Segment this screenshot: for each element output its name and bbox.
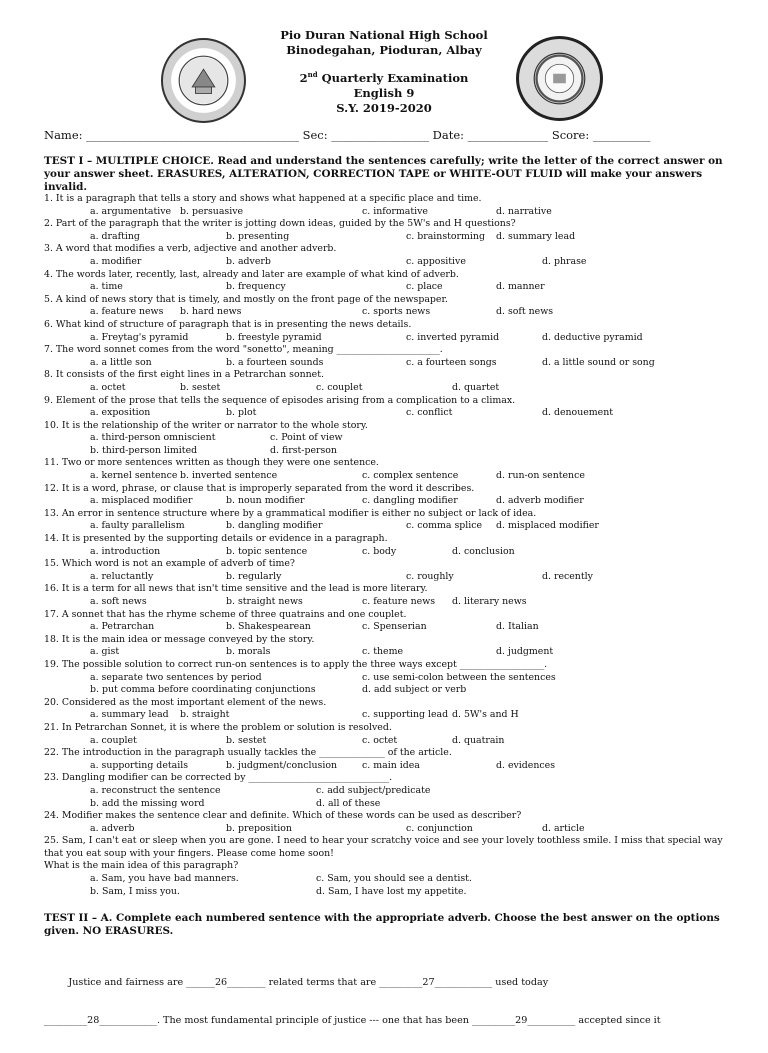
question-stem: 3. A word that modifies a verb, adjective and another adverb. bbox=[44, 243, 337, 255]
question-stem: 20. Considered as the most important element of the news. bbox=[44, 696, 327, 708]
option-b: b. dangling modifier bbox=[226, 520, 323, 532]
school-year: S.Y. 2019-2020 bbox=[336, 100, 432, 115]
option-c: c. supporting lead bbox=[362, 709, 449, 721]
option-d: d. soft news bbox=[496, 306, 554, 318]
question-options bbox=[44, 873, 734, 886]
question-options bbox=[44, 357, 734, 370]
option-a: a. Freytag's pyramid bbox=[90, 331, 189, 343]
question-options bbox=[44, 445, 734, 458]
question-options bbox=[44, 546, 734, 559]
option-c: c. roughly bbox=[406, 570, 454, 582]
option-d: d. all of these bbox=[316, 797, 381, 809]
question-stem: What is the main idea of this paragraph? bbox=[44, 860, 239, 872]
option-b: b. Shakespearean bbox=[226, 621, 311, 633]
option-c: c. inverted pyramid bbox=[406, 331, 500, 343]
option-a: a. supporting details bbox=[90, 759, 189, 771]
question-list bbox=[44, 193, 734, 898]
option-d: d. article bbox=[542, 822, 585, 834]
question-options bbox=[44, 281, 734, 294]
option-a: a. octet bbox=[90, 381, 126, 393]
option-c: c. octet bbox=[362, 734, 398, 746]
question-stem: 24. Modifier makes the sentence clear and definite. Which of these words can be used as describer? bbox=[44, 810, 522, 822]
option-d: d. add subject or verb bbox=[362, 684, 467, 696]
option-c: c. conjunction bbox=[406, 822, 473, 834]
option-a: a. summary lead bbox=[90, 709, 169, 721]
option-c: c. a fourteen songs bbox=[406, 356, 497, 368]
test2-passage bbox=[44, 951, 744, 1053]
option-d: d. narrative bbox=[496, 205, 552, 217]
option-c: c. theme bbox=[362, 646, 404, 658]
question-stem: 19. The possible solution to correct run-on sentences is to apply the three ways except __________________. bbox=[44, 658, 548, 670]
option-d: d. recently bbox=[542, 570, 593, 582]
option-d: d. judgment bbox=[496, 646, 554, 658]
option-c: c. main idea bbox=[362, 759, 420, 771]
question-stem: 6. What kind of structure of paragraph that is in presenting the news details. bbox=[44, 318, 412, 330]
question-stem: 8. It consists of the first eight lines in a Petrarchan sonnet. bbox=[44, 369, 324, 381]
school-name: Pio Duran National High School bbox=[280, 28, 488, 42]
question-stem: 14. It is presented by the supporting details or evidence in a paragraph. bbox=[44, 533, 388, 545]
option-c: c. Sam, you should see a dentist. bbox=[316, 873, 472, 885]
question-stem: 5. A kind of news story that is timely, and mostly on the front page of the newspaper. bbox=[44, 293, 448, 305]
option-d: d. quatrain bbox=[452, 734, 505, 746]
option-d: d. deductive pyramid bbox=[542, 331, 643, 343]
question-options bbox=[44, 709, 734, 722]
option-b: b. inverted sentence bbox=[180, 470, 278, 482]
option-d: d. denouement bbox=[542, 407, 614, 419]
question-options bbox=[44, 306, 734, 319]
option-c: c. conflict bbox=[406, 407, 453, 419]
question-options bbox=[44, 785, 734, 798]
option-d: d. run-on sentence bbox=[496, 470, 585, 482]
test2-line: Justice and fairness are ______26________ related terms that are _________27____________ used today bbox=[44, 976, 549, 988]
question-options bbox=[44, 382, 734, 395]
option-d: d. conclusion bbox=[452, 545, 515, 557]
option-a: a. reconstruct the sentence bbox=[90, 784, 221, 796]
option-d: d. quartet bbox=[452, 381, 500, 393]
option-b: b. sestet bbox=[180, 381, 221, 393]
question-stem: 4. The words later, recently, last, already and later are example of what kind of adverb. bbox=[44, 268, 459, 280]
test1-instruction: TEST I – MULTIPLE CHOICE. Read and understand the sentences carefully; write the letter of the correct answer on your answer sheet. ERASURES, ALTERATION, CORRECTION TAPE or WHITE-OUT FLUID will make your answers invalid. bbox=[44, 155, 723, 193]
option-c: c. brainstorming bbox=[406, 230, 485, 242]
option-c: c. dangling modifier bbox=[362, 495, 458, 507]
question-options bbox=[44, 332, 734, 345]
option-c: c. place bbox=[406, 281, 443, 293]
option-b: b. a fourteen sounds bbox=[226, 356, 324, 368]
question-options bbox=[44, 646, 734, 659]
question-options bbox=[44, 495, 734, 508]
option-b: b. regularly bbox=[226, 570, 282, 582]
question-stem: 15. Which word is not an example of adverb of time? bbox=[44, 558, 295, 570]
exam-title: 2nd Quarterly Examination bbox=[299, 70, 469, 85]
option-b: b. adverb bbox=[226, 255, 271, 267]
option-a: a. reluctantly bbox=[90, 570, 154, 582]
question-options bbox=[44, 231, 734, 244]
option-b: b. topic sentence bbox=[226, 545, 308, 557]
subject-title: English 9 bbox=[353, 85, 415, 100]
question-stem: 2. Part of the paragraph that the writer is jotting down ideas, guided by the 5W's and H questions? bbox=[44, 218, 516, 230]
option-b: b. add the missing word bbox=[90, 797, 205, 809]
option-c: c. feature news bbox=[362, 596, 436, 607]
option-d: d. summary lead bbox=[496, 230, 576, 242]
test2-line: _________28____________. The most fundamental principle of justice --- one that has been _________29__________ accepted since it bbox=[44, 1014, 661, 1026]
option-d: d. a little sound or song bbox=[542, 356, 655, 368]
option-b: b. judgment/conclusion bbox=[226, 759, 338, 771]
question-stem: 16. It is a term for all news that isn't time sensitive and the lead is more literary. bbox=[44, 583, 428, 595]
question-stem: 7. The word sonnet comes from the word "sonetto", meaning ______________________. bbox=[44, 344, 443, 356]
option-d: d. Sam, I have lost my appetite. bbox=[316, 885, 467, 897]
option-b: b. plot bbox=[226, 407, 257, 419]
option-b: b. frequency bbox=[226, 281, 286, 293]
question-stem: 11. Two or more sentences written as though they were one sentence. bbox=[44, 457, 379, 469]
question-stem: 10. It is the relationship of the writer or narrator to the whole story. bbox=[44, 419, 368, 431]
option-c: c. complex sentence bbox=[362, 470, 459, 482]
exam-header bbox=[0, 28, 768, 116]
question-stem: 18. It is the main idea or message conveyed by the story. bbox=[44, 633, 315, 645]
option-d: d. manner bbox=[496, 281, 545, 293]
question-options bbox=[44, 520, 734, 533]
option-b: b. put comma before coordinating conjunctions bbox=[90, 684, 316, 696]
option-b: b. freestyle pyramid bbox=[226, 331, 322, 343]
test2-instruction: TEST II – A. Complete each numbered sentence with the appropriate adverb. Choose the best answer on the options given. NO ERASURES. bbox=[44, 912, 720, 937]
option-b: b. noun modifier bbox=[226, 495, 305, 507]
option-c: c. comma splice bbox=[406, 520, 483, 532]
option-a: a. feature news bbox=[90, 306, 164, 318]
question-stem: 9. Element of the prose that tells the sequence of episodes arising from a complication to a climax. bbox=[44, 394, 516, 406]
option-a: a. gist bbox=[90, 646, 120, 658]
option-a: a. exposition bbox=[90, 407, 151, 419]
question-options bbox=[44, 596, 734, 609]
question-stem-passage: 25. Sam, I can't eat or sleep when you are gone. I need to hear your scratchy voice and see your lovely toothless smile. I miss that special way that you eat soup with your fingers. Please come home soon! bbox=[44, 835, 723, 859]
option-b: b. hard news bbox=[180, 306, 242, 318]
question-options bbox=[44, 735, 734, 748]
option-b: b. straight news bbox=[226, 596, 303, 607]
question-options bbox=[44, 206, 734, 219]
question-stem: 17. A sonnet that has the rhyme scheme of three quatrains and one couplet. bbox=[44, 608, 407, 620]
question-options bbox=[44, 470, 734, 483]
question-options bbox=[44, 886, 734, 899]
option-a: a. soft news bbox=[90, 596, 147, 607]
option-d: d. 5W's and H bbox=[452, 709, 519, 721]
option-c: c. sports news bbox=[362, 306, 431, 318]
option-b: b. morals bbox=[226, 646, 271, 658]
option-c: c. Point of view bbox=[270, 432, 343, 444]
option-a: a. adverb bbox=[90, 822, 135, 834]
option-b: b. persuasive bbox=[180, 205, 244, 217]
question-options bbox=[44, 684, 734, 697]
option-a: a. modifier bbox=[90, 255, 142, 267]
question-options bbox=[44, 256, 734, 269]
question-stem: 13. An error in sentence structure where by a grammatical modifier is either no subject or lack of idea. bbox=[44, 507, 537, 519]
question-stem: 22. The introduction in the paragraph usually tackles the ______________ of the article. bbox=[44, 747, 452, 759]
question-options bbox=[44, 407, 734, 420]
option-a: a. faulty parallelism bbox=[90, 520, 185, 532]
option-c: c. appositive bbox=[406, 255, 466, 267]
option-d: d. first-person bbox=[270, 444, 337, 456]
student-info-line: Name: _____________________________________ Sec: _________________ Date: ______________ Score: __________ bbox=[44, 128, 651, 142]
option-b: b. third-person limited bbox=[90, 444, 198, 456]
question-stem: 1. It is a paragraph that tells a story and shows what happened at a specific place and time. bbox=[44, 193, 482, 204]
question-options bbox=[44, 672, 734, 685]
question-options bbox=[44, 798, 734, 811]
option-c: c. use semi-colon between the sentences bbox=[362, 671, 556, 683]
option-d: d. literary news bbox=[452, 596, 527, 607]
option-a: a. separate two sentences by period bbox=[90, 671, 262, 683]
option-d: d. evidences bbox=[496, 759, 556, 771]
option-c: c. body bbox=[362, 545, 397, 557]
option-a: a. kernel sentence bbox=[90, 470, 178, 482]
option-b: b. straight bbox=[180, 709, 230, 721]
option-a: a. Petrarchan bbox=[90, 621, 155, 633]
school-address: Binodegahan, Pioduran, Albay bbox=[286, 43, 482, 57]
option-b: b. sestet bbox=[226, 734, 267, 746]
option-b: b. preposition bbox=[226, 822, 292, 834]
option-a: a. drafting bbox=[90, 230, 140, 242]
question-stem: 12. It is a word, phrase, or clause that is improperly separated from the word it describes. bbox=[44, 482, 475, 494]
question-stem: 23. Dangling modifier can be corrected by ______________________________. bbox=[44, 772, 393, 784]
question-stem: 21. In Petrarchan Sonnet, it is where the problem or solution is resolved. bbox=[44, 721, 392, 733]
option-a: a. couplet bbox=[90, 734, 137, 746]
option-b: b. Sam, I miss you. bbox=[90, 885, 180, 897]
option-c: c. Spenserian bbox=[362, 621, 427, 633]
question-options bbox=[44, 823, 734, 836]
option-c: c. informative bbox=[362, 205, 428, 217]
option-c: c. add subject/predicate bbox=[316, 784, 431, 796]
option-d: d. adverb modifier bbox=[496, 495, 584, 507]
option-a: a. third-person omniscient bbox=[90, 432, 216, 444]
option-a: a. misplaced modifier bbox=[90, 495, 193, 507]
question-options bbox=[44, 760, 734, 773]
option-a: a. time bbox=[90, 281, 123, 293]
option-a: a. a little son bbox=[90, 356, 152, 368]
option-c: c. couplet bbox=[316, 381, 363, 393]
option-a: a. Sam, you have bad manners. bbox=[90, 873, 239, 885]
question-options bbox=[44, 432, 734, 445]
question-options bbox=[44, 621, 734, 634]
option-d: d. misplaced modifier bbox=[496, 520, 599, 532]
option-d: d. phrase bbox=[542, 255, 587, 267]
option-d: d. Italian bbox=[496, 621, 539, 633]
option-b: b. presenting bbox=[226, 230, 290, 242]
option-a: a. introduction bbox=[90, 545, 161, 557]
option-a: a. argumentative bbox=[90, 205, 172, 217]
question-options bbox=[44, 571, 734, 584]
